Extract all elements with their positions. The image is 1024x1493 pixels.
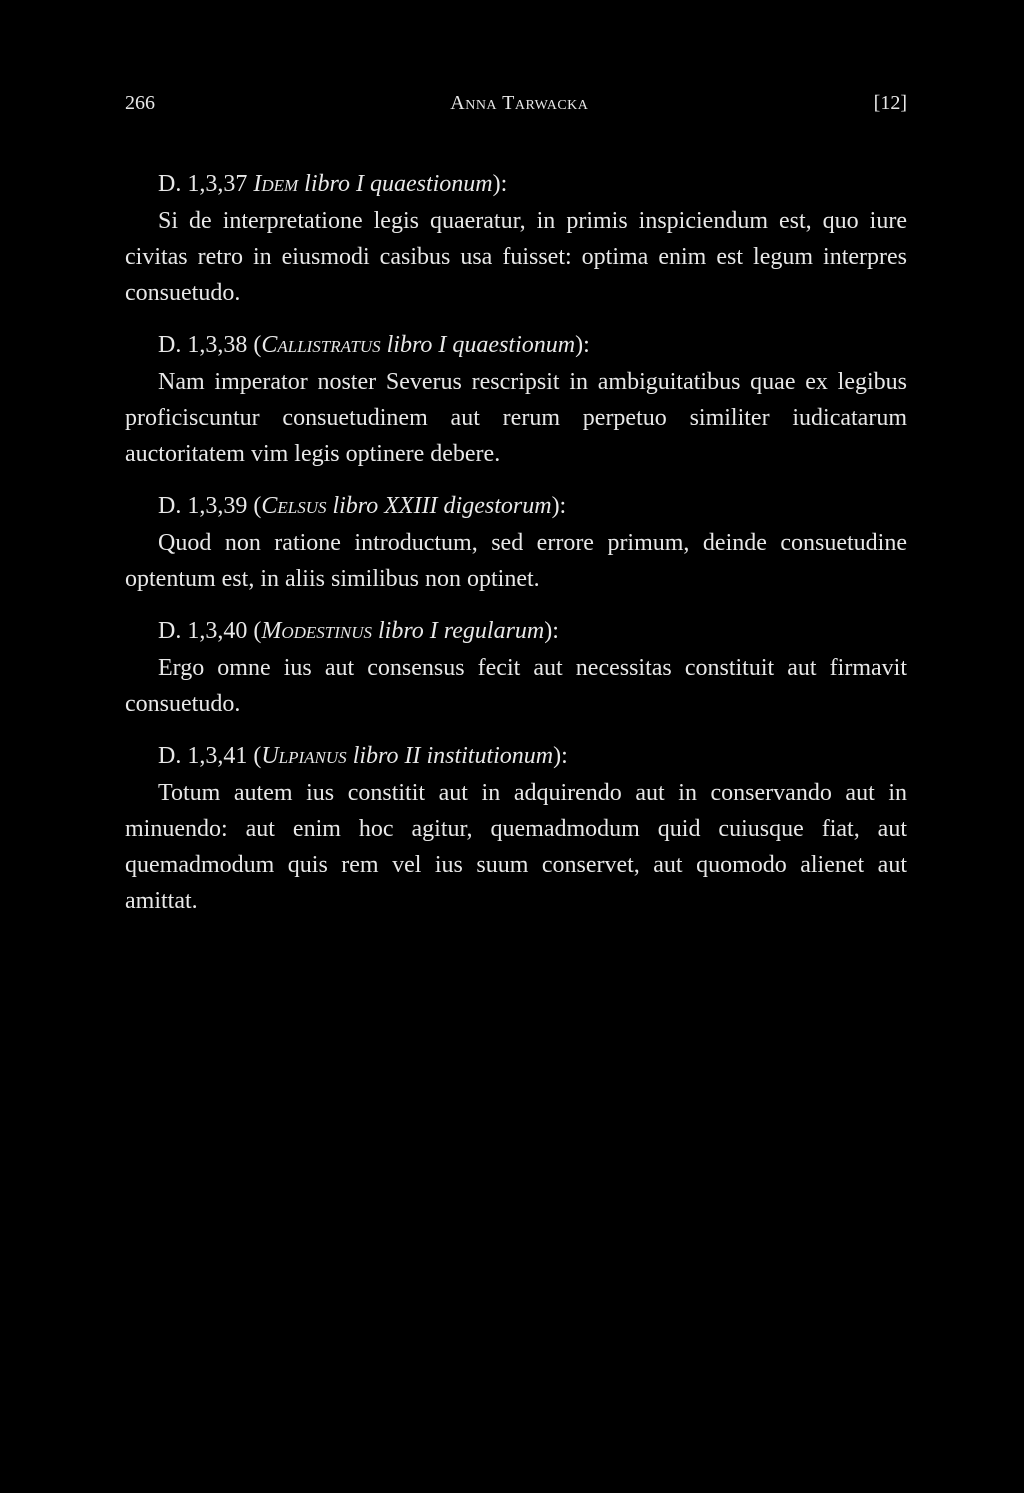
- work-title: libro I quaestionum: [380, 332, 576, 358]
- digest-entry-1: [125, 166, 907, 311]
- work-title: libro II institutionum: [346, 743, 554, 769]
- digest-text: Totum autem ius constitit aut in adquirendo aut in conservando aut in minuendo: aut enim hoc agitur, quemadmodum quid cuiusque fiat, aut quemadmodum quis rem vel ius suum conservet, aut quomodo alienet aut amittat.: [125, 780, 907, 914]
- jurist-name: Celsus: [261, 493, 327, 519]
- digest-entry-4: [125, 613, 907, 722]
- work-title: libro I regularum: [372, 618, 545, 644]
- section-number: [12]: [873, 92, 907, 114]
- digest-reference: D. 1,3,37 Idem libro I quaestionum):: [158, 171, 508, 197]
- running-head: [125, 88, 907, 118]
- digest-reference: D. 1,3,39 (Celsus libro XXIII digestorum):: [158, 493, 567, 519]
- digest-text: Quod non ratione introductum, sed errore primum, deinde consuetudine optentum est, in aliis similibus non optinet.: [125, 530, 907, 592]
- digest-text: Ergo omne ius aut consensus fecit aut necessitas constituit aut firmavit consuetudo.: [125, 655, 907, 717]
- digest-entry-5: [125, 738, 907, 919]
- digest-entry-3: [125, 488, 907, 597]
- jurist-name: Callistratus: [261, 332, 381, 358]
- jurist-name: Idem: [253, 171, 299, 197]
- jurist-name: Ulpianus: [261, 743, 347, 769]
- page-content: [125, 88, 907, 935]
- page-number: 266: [125, 92, 155, 114]
- digest-text: Nam imperator noster Severus rescripsit in ambiguitatibus quae ex legibus proficiscuntur consuetudinem aut rerum perpetuo similiter iudicatarum auctoritatem vim legis optinere debere.: [125, 369, 907, 467]
- jurist-name: Modestinus: [261, 618, 373, 644]
- digest-reference: D. 1,3,38 (Callistratus libro I quaestionum):: [158, 332, 590, 358]
- digest-entry-2: [125, 327, 907, 472]
- running-head-author: Anna Tarwacka: [450, 92, 589, 114]
- digest-reference: D. 1,3,40 (Modestinus libro I regularum):: [158, 618, 559, 644]
- digest-reference: D. 1,3,41 (Ulpianus libro II institutionum):: [158, 743, 568, 769]
- work-title: libro XXIII digestorum: [326, 493, 552, 519]
- work-title: libro I quaestionum: [298, 171, 493, 197]
- digest-text: Si de interpretatione legis quaeratur, in primis inspiciendum est, quo iure civitas retro in eiusmodi casibus usa fuisset: optima enim est legum interpres consuetudo.: [125, 208, 907, 306]
